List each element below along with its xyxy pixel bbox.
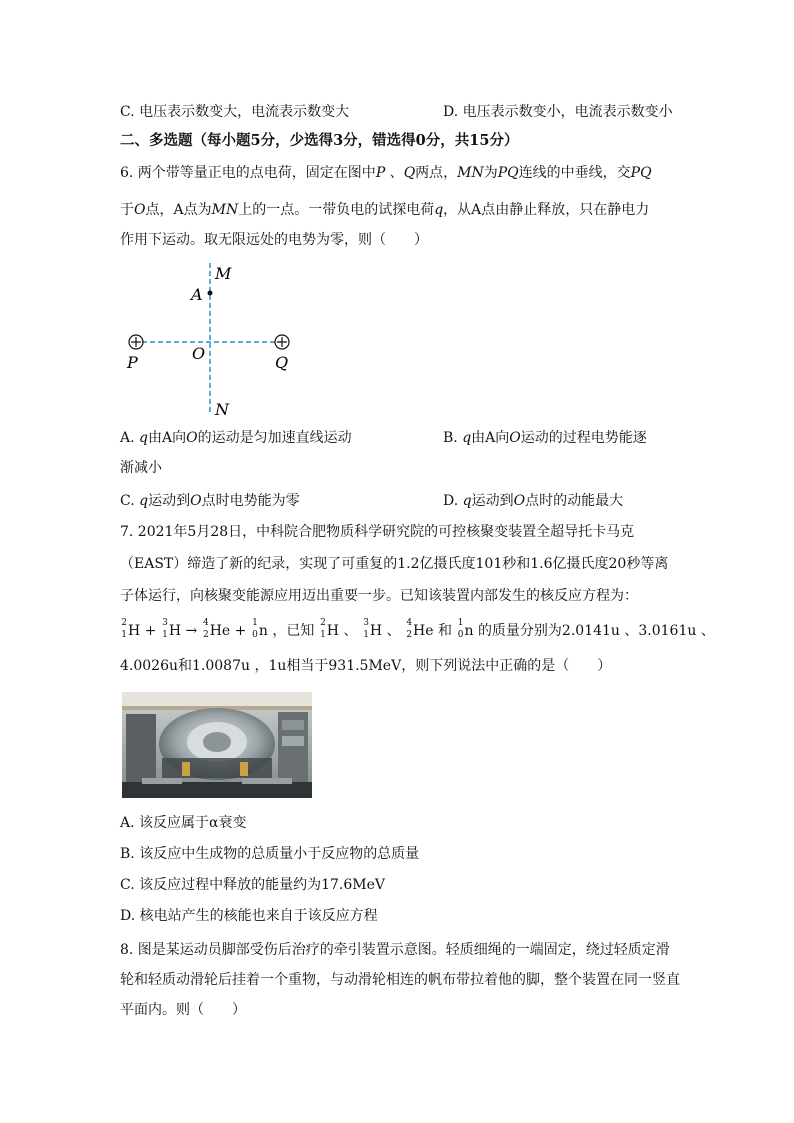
section-title: 二、多选题（每小题5分，少选得3分，错选得0分，共15分） — [120, 132, 519, 149]
label-n: N — [215, 400, 229, 419]
q6-line-1: 6. 两个带等量正电的点电荷，固定在图中P 、Q两点，MN为PQ连线的中垂线，交PQ — [120, 165, 652, 181]
q7-option-c[interactable]: C. 该反应过程中释放的能量约为17.6MeV — [120, 877, 386, 893]
q7-option-d[interactable]: D. 核电站产生的核能也来自于该反应方程 — [120, 908, 378, 924]
q7-option-a[interactable]: A. 该反应属于α衰变 — [120, 815, 247, 831]
q8-line-3: 平面内。则（ ） — [120, 1002, 246, 1018]
q6-line-3: 作用下运动。取无限远处的电势为零，则（ ） — [120, 232, 428, 248]
label-p: P — [127, 353, 138, 372]
q7-line-2: （EAST）缔造了新的纪录，实现了可重复的1.2亿摄氏度101秒和1.6亿摄氏度20秒等离 — [120, 556, 669, 572]
q7-line-5: 4.0026u和1.0087u ，1u相当于931.5MeV，则下列说法中正确的是（ ） — [120, 658, 612, 674]
east-device-photo — [122, 692, 312, 798]
q7-equation-line: 2 1 H + 3 1 H → 4 2 He + 1 0 n ，已知 2 1 H 、 3 1 H 、 4 2 He 和 1 0 n 的质量分别为2.0141u 、3.0161u 、 — [121, 618, 715, 640]
q6-line-2: 于O点，A点为MN上的一点。一带负电的试探电荷q，从A点由静止释放，只在静电力 — [120, 202, 650, 218]
q6-option-a[interactable]: A. q由A向O的运动是匀加速直线运动 — [120, 430, 352, 446]
q7-line-3: 子体运行，向核聚变能源应用迈出重要一步。已知该装置内部发生的核反应方程为： — [120, 588, 638, 604]
label-q: Q — [275, 353, 289, 372]
q8-line-2: 轮和轻质动滑轮后挂着一个重物，与动滑轮相连的帆布带拉着他的脚，整个装置在同一竖直 — [120, 972, 680, 988]
q6-option-b[interactable]: B. q由A向O运动的过程电势能逐 — [443, 430, 647, 446]
charges-diagram — [118, 258, 308, 423]
q5-option-c[interactable]: C. 电压表示数变大，电流表示数变大 — [120, 104, 350, 120]
q6-option-d[interactable]: D. q运动到O点时的动能最大 — [443, 493, 624, 509]
point-a — [208, 291, 213, 296]
label-m: M — [215, 264, 232, 283]
label-o: O — [192, 344, 206, 363]
q7-line-1: 7. 2021年5月28日，中科院合肥物质科学研究院的可控核聚变装置全超导托卡马克 — [120, 524, 635, 540]
label-a: A — [191, 285, 203, 304]
q8-line-1: 8. 图是某运动员脚部受伤后治疗的牵引装置示意图。轻质细绳的一端固定，绕过轻质定滑 — [120, 942, 670, 958]
q5-option-d[interactable]: D. 电压表示数变小，电流表示数变小 — [443, 104, 673, 120]
q6-option-b-cont: 渐减小 — [120, 460, 162, 476]
q6-option-c[interactable]: C. q运动到O点时电势能为零 — [120, 493, 300, 509]
q7-option-b[interactable]: B. 该反应中生成物的总质量小于反应物的总质量 — [120, 846, 420, 862]
